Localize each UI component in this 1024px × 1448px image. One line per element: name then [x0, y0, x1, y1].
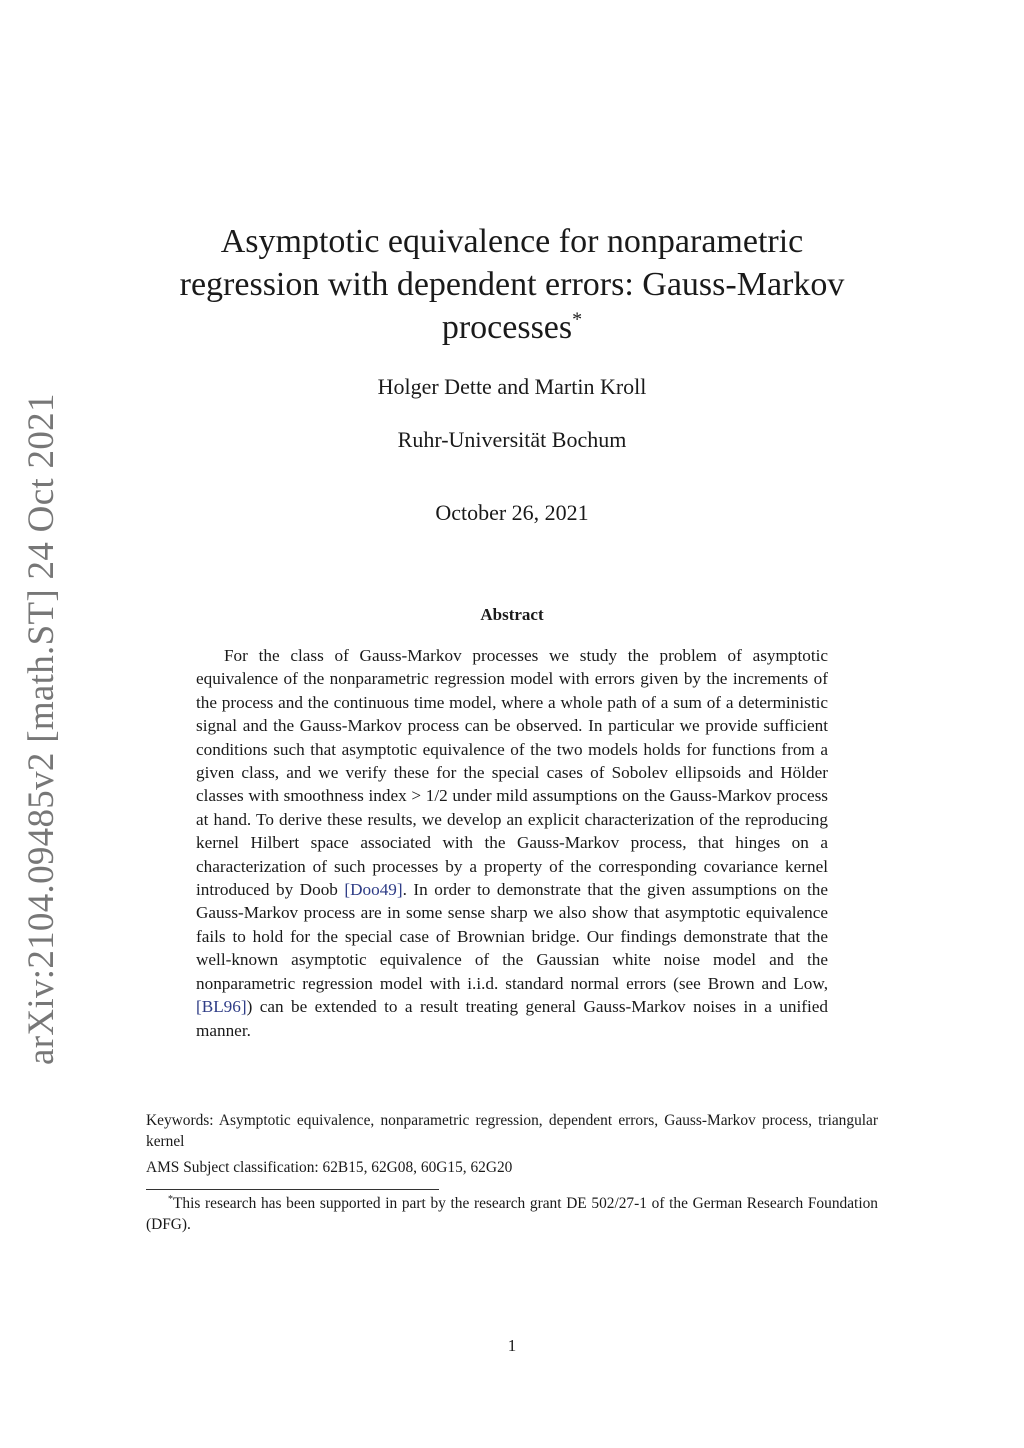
- abstract-text-part-3: ) can be extended to a result treating general Gauss-Markov noises in a unified manner.: [196, 997, 828, 1040]
- authors: Holger Dette and Martin Kroll: [377, 374, 647, 399]
- abstract-text-part-1: For the class of Gauss-Markov processes we study the problem of asymptotic equivalence of the nonparametric regression model with errors given by the increments of the process and the continuous time model, where a whole path of a sum of a deterministic signal and the Gauss-Markov process can be observed. In particular we provide sufficient conditions such that asymptotic equivalence of the two models holds for functions from a given class, and we verify these for the special cases of Sobolev ellipsoids and Hölder classes with smoothness index > 1/2 under mild assumptions on the Gauss-Markov process at hand. To derive these results, we develop an explicit characterization of the reproducing kernel Hilbert space associated with the Gauss-Markov process, that hinges on a characterization of such processes by a property of the corresponding covariance kernel introduced by Doob: [196, 646, 828, 900]
- abstract-text-part-2: . In order to demonstrate that the given assumptions on the Gauss-Markov process are in some sense sharp we also show that asymptotic equivalence fails to hold for the special case of Brownian bridge. Our findings demonstrate that the well-known asymptotic equivalence of the Gaussian white noise model and the nonparametric regression model with i.i.d. standard normal errors (see Brown and Low,: [196, 880, 828, 993]
- arxiv-identifier-stamp: arXiv:2104.09485v2 [math.ST] 24 Oct 2021: [21, 393, 62, 1065]
- citation-bl96-link[interactable]: [BL96]: [196, 997, 247, 1017]
- publication-date: October 26, 2021: [435, 500, 589, 525]
- footnote-text: This research has been supported in part by the research grant DE 502/27-1 of the German Research Foundation (DFG).: [146, 1195, 878, 1233]
- title-footnote-mark[interactable]: *: [572, 308, 583, 331]
- footnote-divider: [146, 1189, 439, 1190]
- title-line-1: Asymptotic equivalence for nonparametric: [220, 223, 804, 260]
- abstract-heading: Abstract: [480, 605, 544, 624]
- citation-doo49-link[interactable]: [Doo49]: [344, 880, 403, 900]
- title-line-3: processes: [441, 309, 573, 346]
- footnote: [146, 1193, 878, 1235]
- footnote-mark: *: [168, 1193, 173, 1205]
- page-number: 1: [507, 1336, 517, 1355]
- abstract-body: [196, 644, 828, 1042]
- affiliation: Ruhr-Universität Bochum: [397, 427, 627, 452]
- ams-classification: AMS Subject classification: 62B15, 62G08, 60G15, 62G20: [146, 1159, 513, 1176]
- title-line-2: regression with dependent errors: Gauss-Markov: [179, 266, 845, 303]
- paper-title: [140, 220, 884, 349]
- keywords: Keywords: Asymptotic equivalence, nonparametric regression, dependent errors, Gauss-Markov process, triangular kernel: [146, 1112, 878, 1150]
- title-block: [140, 220, 884, 349]
